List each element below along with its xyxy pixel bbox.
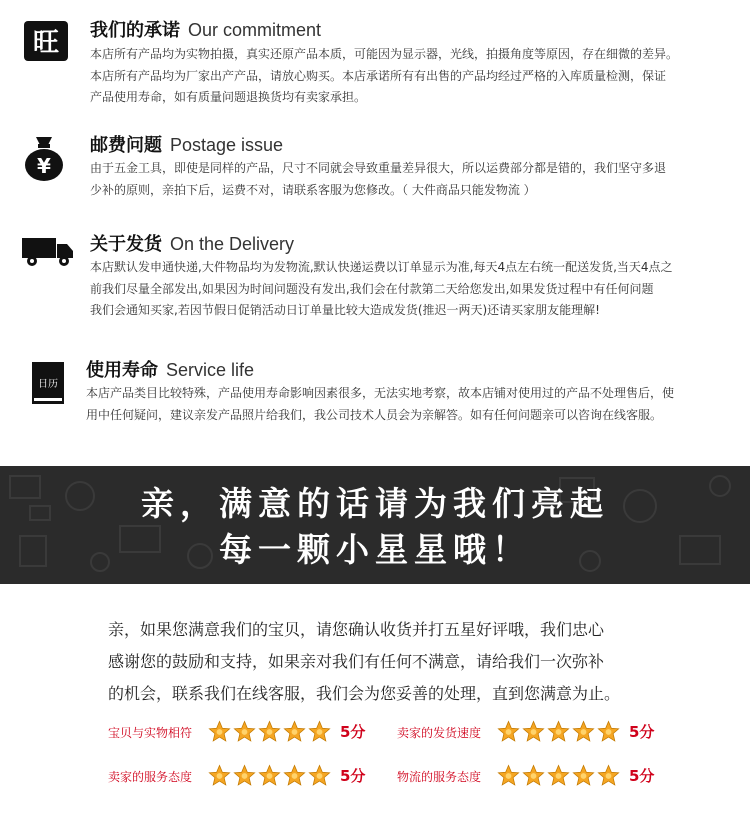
star-icon[interactable] [308,764,331,787]
thanks-line: 感谢您的鼓励和支持，如果亲对我们有任何不满意，请给我们一次弥补 [108,652,605,671]
body-line: 产品使用寿命，如有质量问题退换货均有卖家承担。 [90,90,367,104]
rating-banner [0,466,750,584]
calendar-icon [32,362,64,404]
svg-text:旺: 旺 [32,28,60,58]
star-icon[interactable] [597,764,620,787]
body-line: 本店默认发申通快递,大件物品均为发物流,默认快递运费以订单显示为准,每天4点左右统一配送发货,当天4点之 [90,260,673,274]
section-title-cn: 我们的承诺 [90,20,180,41]
section-title [86,359,254,382]
rating-item [397,720,667,744]
money-bag-icon [22,133,66,181]
star-icon[interactable] [233,720,256,743]
star-icon[interactable] [258,764,281,787]
svg-text:日历: 日历 [38,379,58,390]
star-icon[interactable] [497,720,520,743]
section-title [90,134,283,157]
body-line: 我们会通知买家,若因节假日促销活动日订单量比较大造成发货(推迟一两天)还请买家朋友能理解! [90,303,600,317]
rating-item [108,720,378,744]
body-line: 本店产品类目比较特殊，产品使用寿命影响因素很多，无法实地考察，故本店铺对使用过的产品不处理售后，使 [86,386,675,400]
section-body [90,257,740,322]
rating-label: 宝贝与实物相符 [108,726,193,740]
star-icon[interactable] [233,764,256,787]
section-title-cn: 邮费问题 [90,135,162,156]
star-icon[interactable] [522,764,545,787]
star-icon[interactable] [547,720,570,743]
service-life-section [0,350,750,440]
star-icon[interactable] [208,720,231,743]
star-icon[interactable] [547,764,570,787]
body-line: 前我们尽量全部发出,如果因为时间问题没有发出,我们会在付款第二天给您发出,如果发货过程中有任何问题 [90,281,654,296]
rating-stars[interactable] [497,764,620,787]
star-icon[interactable] [258,720,281,743]
star-icon[interactable] [308,720,331,743]
star-icon[interactable] [572,720,595,743]
truck-icon [22,236,74,266]
rating-stars[interactable] [208,720,331,743]
rating-score: 5分 [629,723,655,741]
body-line: 本店所有产品均为厂家出产产品，请放心购买。本店承诺所有有出售的产品均经过严格的入库质量检测，保证 [90,68,667,83]
star-icon[interactable] [283,720,306,743]
section-title-cn: 关于发货 [90,234,162,255]
rating-score: 5分 [340,767,366,785]
star-icon[interactable] [597,720,620,743]
section-title [90,19,321,42]
delivery-section [0,224,750,334]
star-icon[interactable] [208,764,231,787]
section-body [90,44,740,109]
thanks-line: 亲，如果您满意我们的宝贝，请您确认收货并打五星好评哦，我们忠心 [108,620,605,639]
rating-score: 5分 [340,723,366,741]
section-title-en: Postage issue [170,135,284,155]
section-title-en: Our commitment [188,20,322,40]
thanks-message [108,614,708,710]
postage-section [0,125,750,215]
star-icon[interactable] [283,764,306,787]
body-line: 用中任何疑问，建议亲发产品照片给我们，我公司技术人员会为亲解答。如有任何问题亲可以咨询在线客服。 [86,407,663,422]
banner-line-2: 每一颗小星星哦！ [219,530,531,569]
body-line: 少补的原则，亲拍下后，运费不对，请联系客服为您修改。（ 大件商品只能发物流 ） [90,182,536,197]
section-title-en: Service life [166,360,255,380]
rating-item [108,764,378,788]
rating-score: 5分 [629,767,655,785]
rating-stars[interactable] [208,764,331,787]
body-line: 本店所有产品均为实物拍摄，真实还原产品本质，可能因为显示器，光线，拍摄角度等原因，存在细微的差异。 [90,47,679,61]
wang-badge-icon [24,21,68,61]
section-title-en: On the Delivery [170,234,295,254]
commitment-section [0,0,750,115]
rating-label: 物流的服务态度 [397,770,482,784]
body-line: 由于五金工具，即使是同样的产品，尺寸不同就会导致重量差异很大，所以运费部分都是错的，我们坚守多退 [90,161,667,175]
star-icon[interactable] [572,764,595,787]
rating-item [397,764,667,788]
svg-text:¥: ¥ [37,154,51,178]
rating-stars[interactable] [497,720,620,743]
star-icon[interactable] [497,764,520,787]
rating-label: 卖家的发货速度 [397,726,482,740]
section-body [90,158,740,201]
thanks-line: 的机会，联系我们在线客服，我们会为您妥善的处理，直到您满意为止。 [108,684,621,703]
rating-label: 卖家的服务态度 [108,770,193,784]
banner-line-1: 亲，满意的话请为我们亮起 [141,484,609,523]
section-title-cn: 使用寿命 [86,360,158,381]
star-icon[interactable] [522,720,545,743]
section-body [86,383,736,426]
section-title [90,233,294,256]
